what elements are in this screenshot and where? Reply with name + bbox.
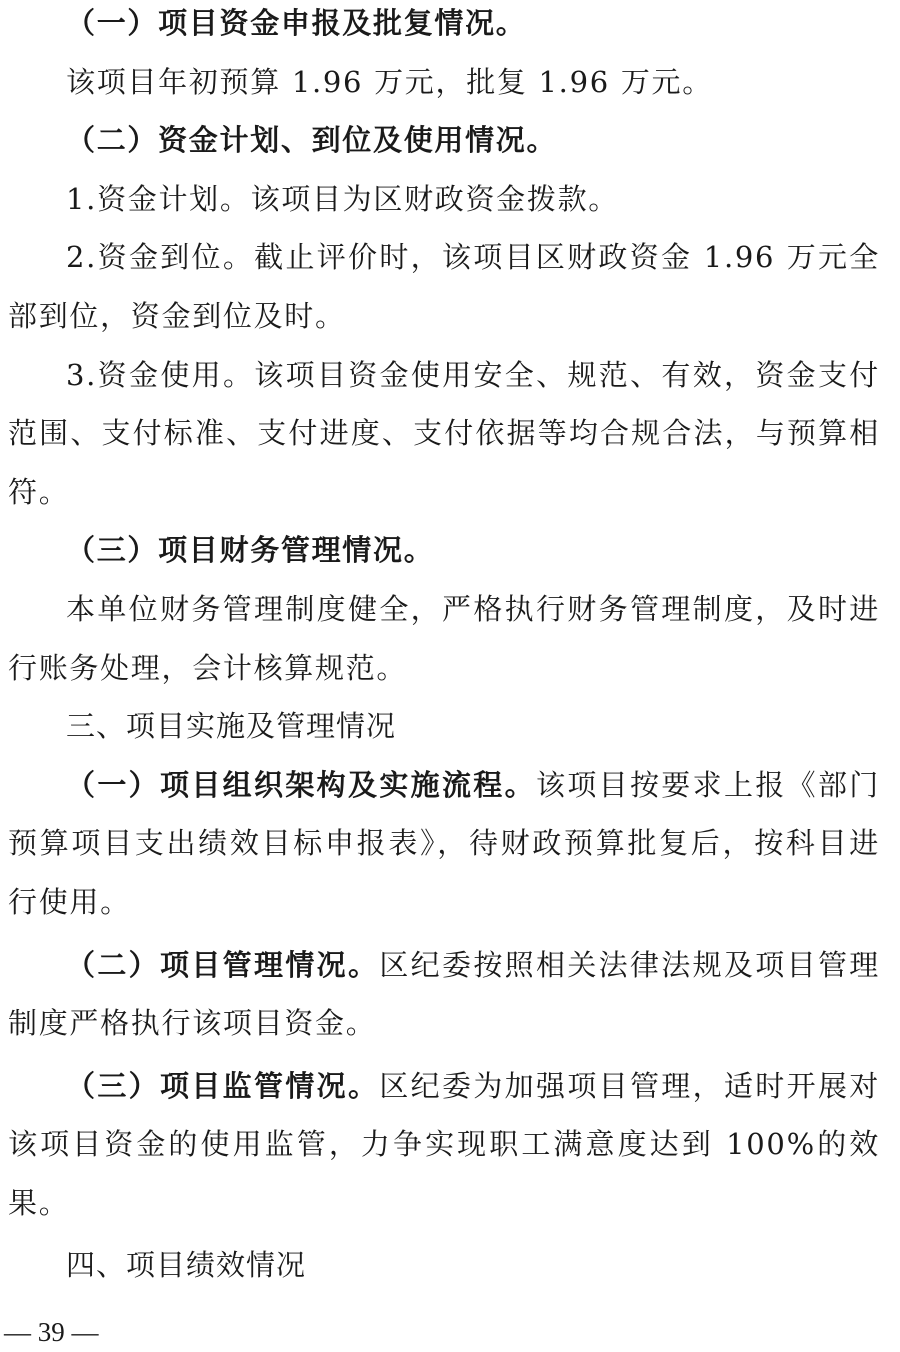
paragraph-fund-arrival: 2.资金到位。截止评价时，该项目区财政资金 1.96 万元全部到位，资金到位及时。 [8,240,880,333]
document-page [8,0,880,1300]
project-management-text: 区纪委按照相关法律法规及项目管理制度严格执行该项目资金。 [8,947,880,1041]
organization-text: 该项目按要求上报《部门预算项目支出绩效目标申报表》，待财政预算批复后，按科目进行使用。 [8,767,880,919]
paragraph-organization [8,756,880,932]
inline-heading-supervision: （三）项目监管情况。 [66,1068,380,1103]
page-number: — 39 — [4,1317,99,1347]
paragraph-finance-management: 本单位财务管理制度健全，严格执行财务管理制度，及时进行账务处理，会计核算规范。 [8,591,880,685]
paragraph-fund-plan: 1.资金计划。该项目为区财政资金拨款。 [66,181,619,216]
paragraph-supervision [8,1057,880,1233]
paragraph-project-management [8,936,880,1053]
supervision-text: 区纪委为加强项目管理，适时开展对该项目资金的使用监管，力争实现职工满意度达到 100%的效果。 [8,1068,880,1220]
part-heading-implementation: 三、项目实施及管理情况 [66,709,397,744]
paragraph-budget: 该项目年初预算 1.96 万元，批复 1.96 万元。 [66,64,713,99]
inline-heading-organization: （一）项目组织架构及实施流程。 [66,767,536,802]
section-heading-fund-plan: （二）资金计划、到位及使用情况。 [66,123,558,158]
part-heading-performance: 四、项目绩效情况 [66,1248,307,1283]
section-heading-finance-management: （三）项目财务管理情况。 [66,533,435,568]
section-heading-fund-application: （一）项目资金申报及批复情况。 [66,6,527,40]
paragraph-fund-usage: 3.资金使用。该项目资金使用安全、规范、有效，资金支付范围、支付标准、支付进度、支付依据等均合规合法，与预算相符。 [8,357,880,509]
inline-heading-project-management: （二）项目管理情况。 [66,947,380,982]
